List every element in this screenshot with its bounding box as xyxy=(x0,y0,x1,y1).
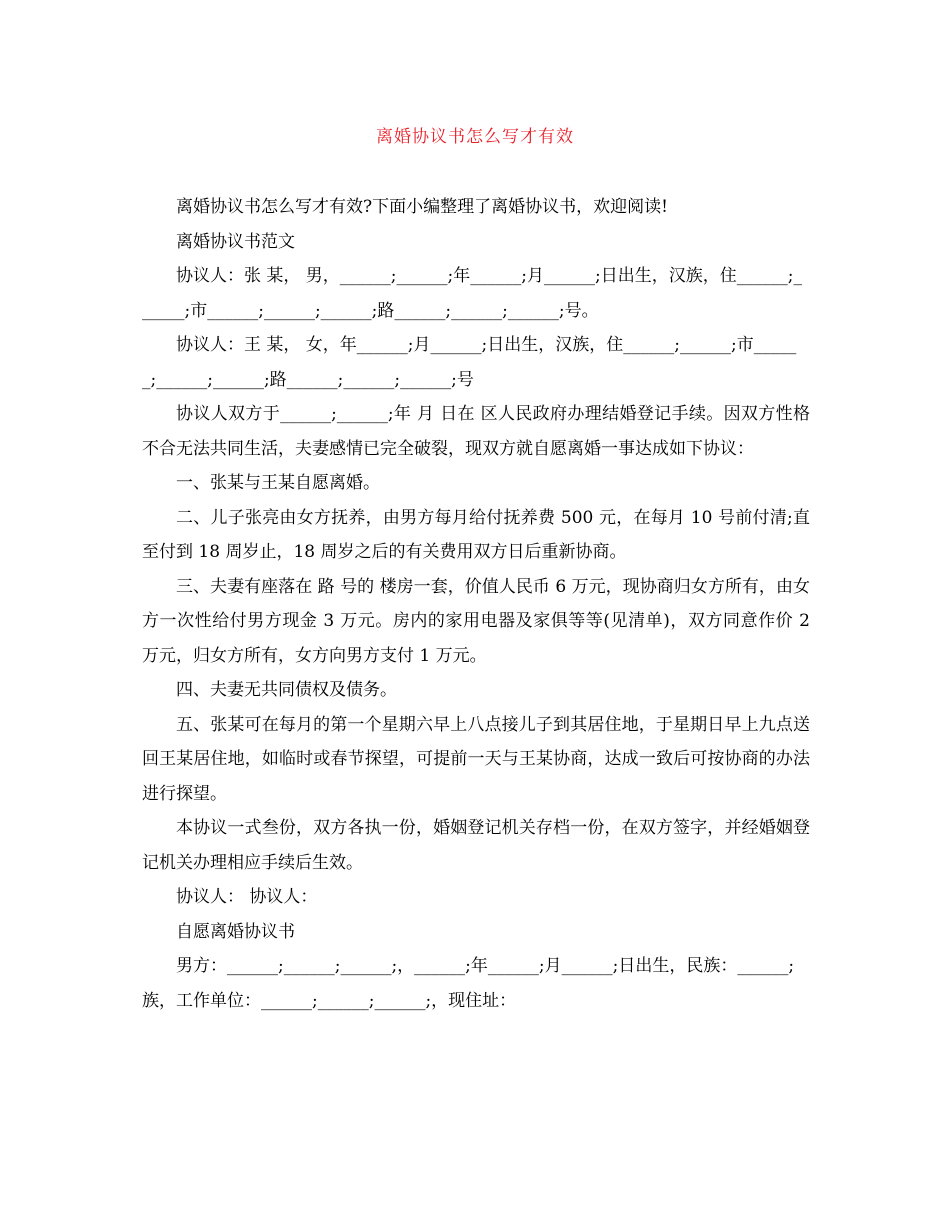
document-title: 离婚协议书怎么写才有效 xyxy=(376,127,574,147)
clause-4: 四、夫妻无共同债权及债务。 xyxy=(176,680,397,700)
effectiveness-paragraph: 本协议一式叁份，双方各执一份，婚姻登记机关存档一份，在双方签字，并经婚姻登记机关办理相应手续后生效。 xyxy=(142,818,810,873)
section-heading-voluntary: 自愿离婚协议书 xyxy=(176,921,295,942)
party-a-paragraph: 协议人：张 某， 男，______;______;年______;月______;日出生，汉族，住______;______;市______;______;______;路______;______;______;号。 xyxy=(142,266,802,321)
section-heading-sample: 离婚协议书范文 xyxy=(176,231,295,252)
marriage-registration-paragraph: 协议人双方于______;______;年 月 日在 区人民政府办理结婚登记手续。因双方性格不合无法共同生活，夫妻感情已完全破裂，现双方就自愿离婚一事达成如下协议： xyxy=(142,404,810,459)
clause-3: 三、夫妻有座落在 路 号的 楼房一套，价值人民币 6 万元，现协商归女方所有，由女方一次性给付男方现金 3 万元。房内的家用电器及家俱等等(见清单)，双方同意作价 2 万元，归女方所有，女方向男方支付 1 万元。 xyxy=(142,576,810,666)
male-party-paragraph: 男方：______;______;______;，______;年______;月______;日出生，民族：______;族，工作单位：______;______;______;，现住址： xyxy=(142,956,795,1011)
party-b-paragraph: 协议人：王 某， 女，年______;月______;日出生，汉族，住______;______;市______;______;______;路______;______;______;号 xyxy=(142,335,797,390)
clause-1: 一、张某与王某自愿离婚。 xyxy=(176,473,380,493)
clause-2: 二、儿子张亮由女方抚养，由男方每月给付抚养费 500 元，在每月 10 号前付清;直至付到 18 周岁止，18 周岁之后的有关费用双方日后重新协商。 xyxy=(142,507,810,562)
document-body xyxy=(142,190,810,1018)
intro-paragraph: 离婚协议书怎么写才有效?下面小编整理了离婚协议书，欢迎阅读! xyxy=(176,197,668,217)
clause-5: 五、张某可在每月的第一个星期六早上八点接儿子到其居住地，于星期日早上九点送回王某居住地，如临时或春节探望，可提前一天与王某协商，达成一致后可按协商的办法进行探望。 xyxy=(142,714,810,804)
signature-line: 协议人： 协议人： xyxy=(176,887,318,907)
